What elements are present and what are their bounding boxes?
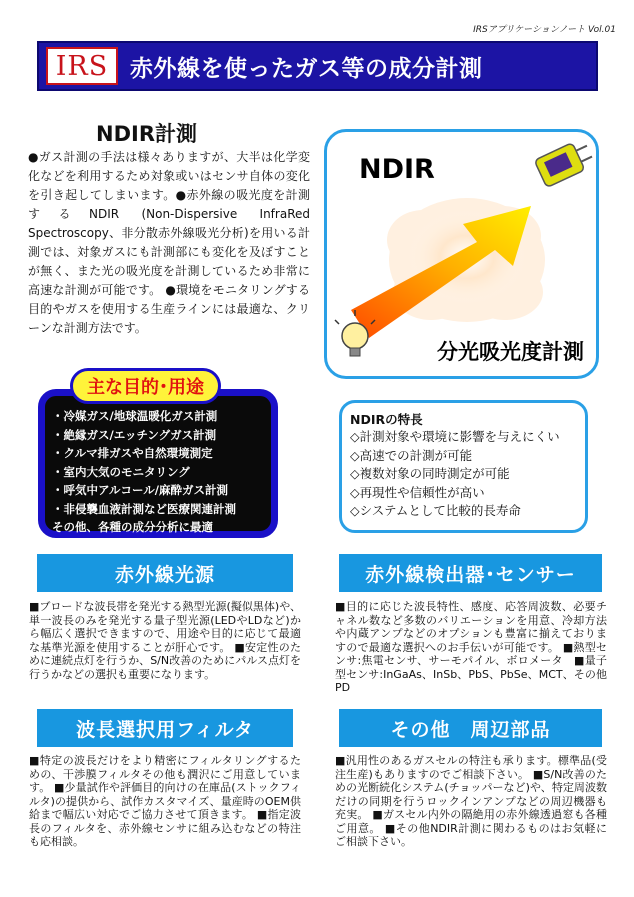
header-note: IRSアプリケーションノート Vol.01 [473,25,616,35]
card-ndir-label: NDIR [359,154,435,185]
detector-heading: 赤外線検出器･センサー [339,554,602,592]
ir-source-body: ■ブロードな波長帯を発光する熱型光源(擬似黒体)や、単一波長のみを発光する量子型光源(LEDやLDなど)から幅広く選択できますので、用途や目的に応じて最適な基準光源を使用することが肝心です。 ■安定性のために連続点灯を行うか、S/N改善のためにパルス点灯を行うかなどの選択も重要になります。 [29,600,301,681]
irs-logo [46,47,118,85]
logo-text: IRS [55,50,109,82]
feature-item: ◇システムとして比較的長寿命 [350,503,521,518]
purpose-item: ・非侵襲血液計測など医療関連計測 [52,501,236,516]
features-title: NDIRの特長 [350,412,423,427]
detector-body: ■目的に応じた波長特性、感度、応答周波数、必要チャネル数など多数のバリエーションを用意、冷却方法や内蔵アンプなどのオプションも豊富に揃えておりますので最適な選択へのお手伝いが可能です。 ■熱型センサ:焦電センサ、サーモパイル、ボロメータ ■量子型センサ:InGaAs、InSb、PbS、PbSe、MCT、その他PD [335,600,607,694]
peripheral-body: ■汎用性のあるガスセルの特注も承ります。標準品(受注生産)もありますのでご相談下さい。 ■S/N改善のための光断続化システム(チョッパーなど)や、特定周波数だけの同期を行うロックインアンプなどの周辺機器も充実。 ■ガスセル内外の隔絶用の赤外線透過窓も各種ご用意。 ■その他NDIR計測に関わるものはお気軽にご相談下さい。 [335,754,607,848]
card-caption: 分光吸光度計測 [437,340,584,364]
page-title: 赤外線を使ったガス等の成分計測 [130,55,483,82]
purpose-item: ・室内大気のモニタリング [52,464,190,479]
ndir-illustration-card [324,129,599,379]
purpose-item: ・冷媒ガス/地球温暖化ガス計測 [52,409,218,423]
filter-body: ■特定の波長だけをより精密にフィルタリングするための、干渉膜フィルタその他も潤沢にご用意しています。 ■少量試作や評価目的向けの在庫品(ストックフィルタ)の提供から、試作カスタマイズ、量産時のOEM供給まで幅広い対応でご協力させて頂きます。 ■指定波長のフィルタを、赤外線センサに組み込むなどの特注も応相談。 [29,754,301,848]
purposes-list [52,407,272,537]
purpose-item: その他、各種の成分分析に最適 [52,520,213,534]
intro-paragraph: ●ガス計測の手法は様々ありますが、大半は化学変化などを利用するため対象或いはセンサ自体の変化を引き起してしまいます。●赤外線の吸光度を計測するNDIR (Non-Dispersive InfraRed Spectroscopy、非分散赤外線吸光分析)を用いる計測では、対象ガスにも計測部にも変化を及ぼすことが無く、また光の吸光度を計測しているため非常に高速な計測が可能です。 ●環境をモニタリングする目的やガスを使用する生産ラインには最適な、クリーンな計測方法です。 [28,150,310,335]
features-box [339,400,588,533]
ir-source-heading: 赤外線光源 [37,554,293,592]
peripheral-heading: その他 周辺部品 [339,709,602,747]
purposes-title: 主な目的･用途 [70,368,221,404]
ndir-heading: NDIR計測 [96,122,197,146]
purpose-item: ・クルマ排ガスや自然環境測定 [52,446,213,460]
ir-detector-icon [534,138,596,188]
feature-item: ◇計測対象や環境に影響を与えにくい [350,429,560,444]
purpose-item: ・絶縁ガス/エッチングガス計測 [52,427,217,442]
feature-item: ◇高速での計測が可能 [350,447,473,463]
title-banner [37,41,598,91]
feature-item: ◇複数対象の同時測定が可能 [350,466,510,481]
features-list [350,428,585,521]
filter-heading: 波長選択用フィルタ [37,709,293,747]
purpose-item: ・呼気中アルコール/麻酔ガス計測 [52,483,229,497]
feature-item: ◇再現性や信頼性が高い [350,484,485,500]
